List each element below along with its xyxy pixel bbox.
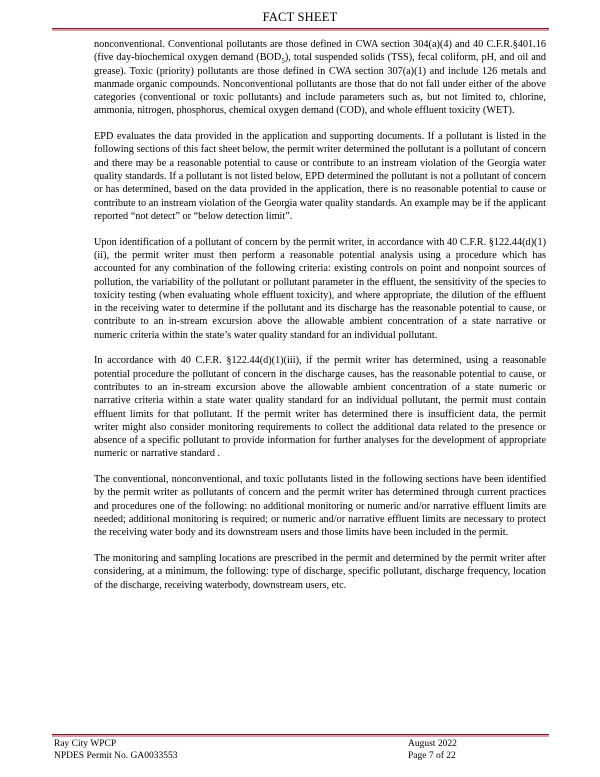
bod-subscript: 5 <box>281 57 285 66</box>
paragraph-monitoring-locations: The monitoring and sampling locations are prescribed in the permit and determined by the permit writer after considering, at a minimum, the following: type of discharge, specific pollutant, discharge frequency, location of the discharge, receiving waterbody, downstream users, etc. <box>94 553 546 591</box>
footer-left <box>54 738 304 762</box>
footer-facility-name: Ray City WPCP <box>54 739 117 749</box>
paragraph-effluent-limits: In accordance with 40 C.F.R. §122.44(d)(1)(iii), if the permit writer has determined, using a reasonable potential procedure the pollutant of concern in the discharge causes, has the reasonable potential to cause, or contributes to an in-stream excursion above the allowable ambient concentration of a state numeric or narrative criteria within a state water quality standard for an individual pollutant, the permit must contain effluent limits for that pollutant. If the permit writer has determined there is insufficient data, the permit writer might also consider monitoring requirements to collect the additional data related to the presence or absence of a specific pollutant to provide information for further analyses for the development of appropriate numeric or narrative standard . <box>94 355 546 460</box>
footer-page-number: Page 7 of 22 <box>408 751 456 761</box>
paragraph-1-part-a: nonconventional. Conventional pollutants are those defined in CWA section 304(a)(4) and 40 C.F.R.§401.16 (five day-biochemical oxygen demand (BOD <box>94 39 546 64</box>
paragraph-1-part-b: ), total suspended solids (TSS), fecal coliform, pH, and oil and grease). Toxic (priority) pollutants are those defined in CWA section 307(a)(1) and include 126 metals and manmade organic compounds. Nonconventional pollutants are those that do not fall under either of the above categories (conventional or toxic pollutants) and include parameters such as, but not limited to, chlorine, ammonia, nitrogen, phosphorus, chemical oxygen demand (COD), and whole effluent toxicity (WET). <box>94 52 547 117</box>
footer-date: August 2022 <box>408 739 457 749</box>
footer-divider <box>52 734 549 735</box>
footer-permit-number: NPDES Permit No. GA0033553 <box>54 751 178 761</box>
paragraph-pollutants-of-concern: The conventional, nonconventional, and toxic pollutants listed in the following sections have been identified by the permit writer as pollutants of concern and the permit writer has determined through current practices and procedures one of the following: no additional monitoring or numeric and/or narrative effluent limits are needed; additional monitoring is required; or numeric and/or narrative effluent limits are necessary to protect the receiving water body and its downstream users and those limits have been included in the permit. <box>94 474 546 539</box>
paragraph-epd-evaluation: EPD evaluates the data provided in the application and supporting documents. If a pollutant is listed in the following sections of this fact sheet below, the permit writer determined the pollutant is a pollutant of concern and there may be a reasonable potential to cause or contribute to an instream violation of the Georgia water quality standards. If a pollutant is not listed below, EPD determined the pollutant is not a pollutant of concern or has determined, based on the data provided in the application, there is no reasonable potential to cause or contribute to an instream violation of the Georgia water quality standards. An example may be if the applicant reported “not detect” or “below detection limit”. <box>94 131 546 222</box>
header-divider <box>52 28 549 29</box>
footer-right <box>408 738 528 762</box>
document-body <box>94 38 546 604</box>
page-header-title: FACT SHEET <box>262 10 338 24</box>
paragraph-reasonable-potential: Upon identification of a pollutant of concern by the permit writer, in accordance with 40 C.F.R. §122.44(d)(1)(ii), the permit writer must then perform a reasonable potential analysis using a procedure which has accounted for any combination of the following criteria: existing controls on point and nonpoint sources of pollution, the variability of the pollutant or pollutant parameter in the effluent, the sensitivity of the species to toxicity testing (when evaluating whole effluent toxicity), and where appropriate, the dilution of the effluent in the receiving water to determine if the pollutant and its discharge has the reasonable potential to cause, or contribute to an in-stream excursion above the allowable ambient concentration of a state narrative or numeric criteria within the state’s water quality standard for an individual pollutant. <box>94 236 546 341</box>
paragraph-pollutant-categories <box>94 38 546 118</box>
